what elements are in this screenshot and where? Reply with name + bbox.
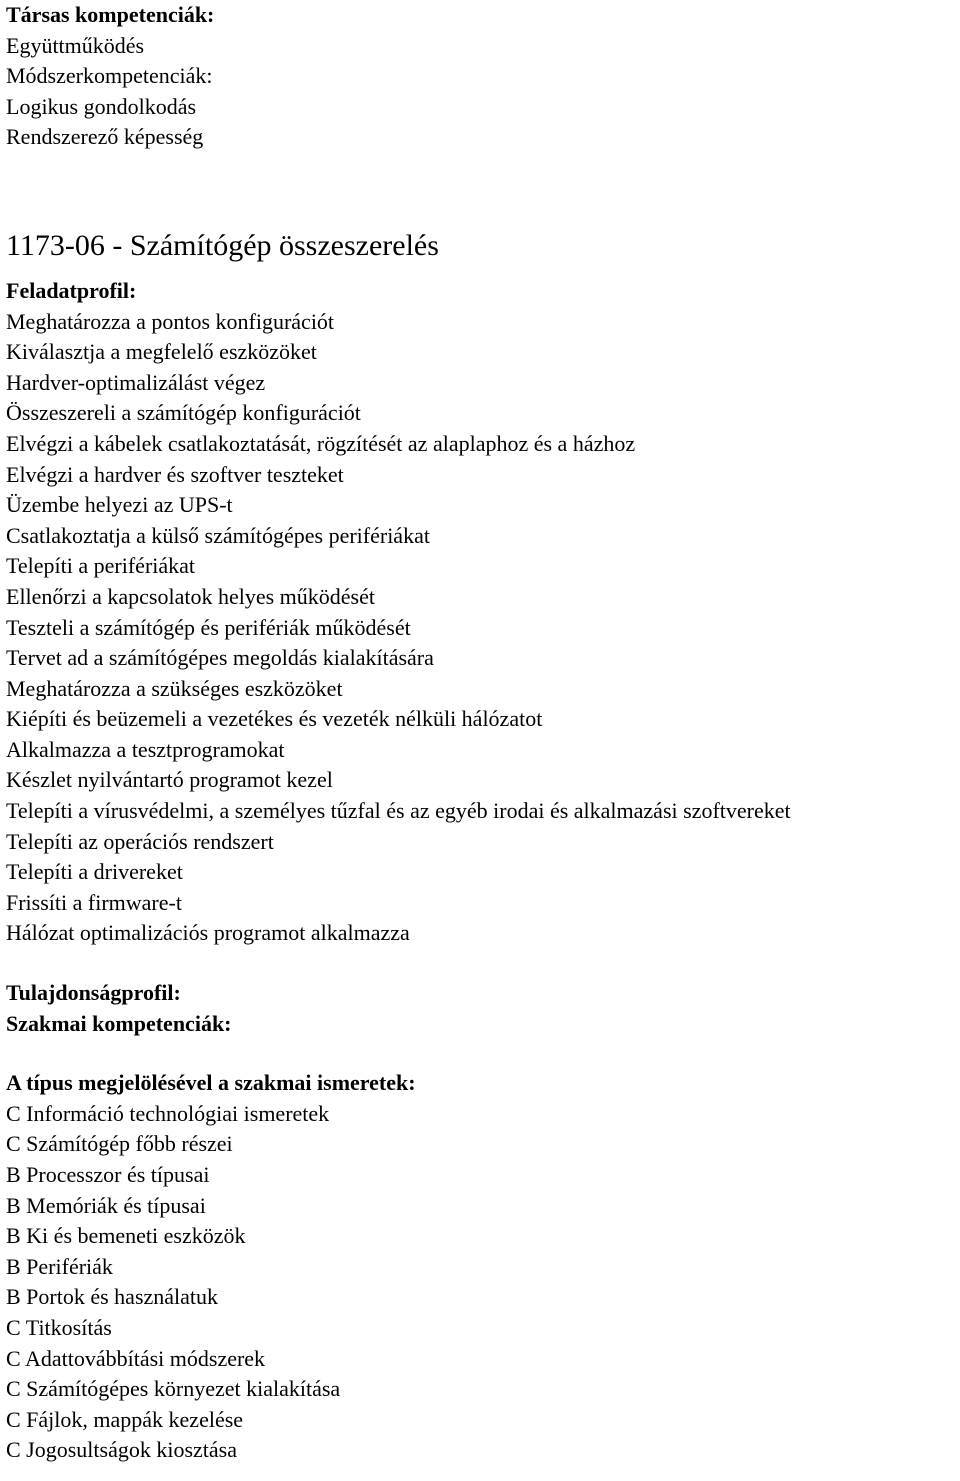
task-profile-section — [6, 276, 956, 949]
document-page — [6, 0, 956, 1466]
list-item: Kiépíti és beüzemeli a vezetékes és vezeték nélküli hálózatot — [6, 706, 543, 732]
spacer — [6, 153, 956, 226]
list-item: Rendszerező képesség — [6, 124, 204, 150]
list-item: Kiválasztja a megfelelő eszközöket — [6, 339, 317, 365]
list-item: Elvégzi a hardver és szoftver teszteket — [6, 461, 344, 487]
list-item: B Ki és bemeneti eszközök — [6, 1223, 246, 1249]
professional-competencies-heading: Szakmai kompetenciák: — [6, 1010, 232, 1036]
social-competencies-heading: Társas kompetenciák: — [6, 2, 215, 27]
method-competencies-list — [6, 92, 956, 153]
list-item: B Memóriák és típusai — [6, 1192, 206, 1218]
list-item: Üzembe helyezi az UPS-t — [6, 492, 233, 518]
list-item: Telepíti a perifériákat — [6, 553, 196, 579]
list-item: Készlet nyilvántartó programot kezel — [6, 767, 333, 793]
list-item: Együttműködés — [6, 32, 145, 58]
list-item: Hardver-optimalizálást végez — [6, 369, 266, 395]
list-item: Frissíti a firmware-t — [6, 889, 182, 915]
list-item: Telepíti a vírusvédelmi, a személyes tűzfal és az egyéb irodai és alkalmazási szoftvereket — [6, 798, 791, 824]
task-profile-heading: Feladatprofil: — [6, 277, 137, 303]
list-item: C Jogosultságok kiosztása — [6, 1437, 237, 1463]
list-item: Meghatározza a szükséges eszközöket — [6, 675, 343, 701]
list-item: Csatlakoztatja a külső számítógépes perifériákat — [6, 522, 430, 548]
list-item: Alkalmazza a tesztprogramokat — [6, 736, 285, 762]
spacer — [6, 1039, 956, 1068]
knowledge-list — [6, 1099, 956, 1466]
list-item: Elvégzi a kábelek csatlakoztatását, rögzítését az alaplaphoz és a házhoz — [6, 430, 636, 456]
list-item: C Számítógép főbb részei — [6, 1131, 233, 1157]
list-item: Ellenőrzi a kapcsolatok helyes működését — [6, 583, 375, 609]
spacer — [6, 266, 956, 276]
list-item: C Számítógépes környezet kialakítása — [6, 1376, 341, 1402]
list-item: Összeszereli a számítógép konfigurációt — [6, 400, 361, 426]
spacer — [6, 949, 956, 978]
method-competencies-heading: Módszerkompetenciák: — [6, 63, 213, 89]
list-item: Telepíti a drivereket — [6, 859, 183, 885]
list-item: Teszteli a számítógép és perifériák működését — [6, 614, 411, 640]
module-title: 1173-06 - Számítógép összeszerelés — [6, 228, 439, 262]
list-item: B Processzor és típusai — [6, 1162, 210, 1187]
list-item: Logikus gondolkodás — [6, 93, 197, 119]
list-item: B Portok és használatuk — [6, 1284, 219, 1310]
property-profile-section — [6, 978, 956, 1039]
knowledge-section — [6, 1068, 956, 1466]
list-item: Hálózat optimalizációs programot alkalmazza — [6, 920, 410, 946]
list-item: B Perifériák — [6, 1253, 113, 1279]
list-item: Tervet ad a számítógépes megoldás kialakítására — [6, 645, 434, 671]
list-item: C Információ technológiai ismeretek — [6, 1100, 330, 1126]
list-item: Telepíti az operációs rendszert — [6, 828, 274, 854]
list-item: C Titkosítás — [6, 1314, 112, 1340]
list-item: C Fájlok, mappák kezelése — [6, 1406, 244, 1432]
social-competencies-list — [6, 31, 956, 62]
task-profile-list — [6, 307, 956, 949]
knowledge-heading: A típus megjelölésével a szakmai ismeretek: — [6, 1070, 416, 1096]
list-item: Meghatározza a pontos konfigurációt — [6, 308, 335, 334]
property-profile-heading: Tulajdonságprofil: — [6, 980, 181, 1006]
social-competencies-section — [6, 0, 956, 153]
list-item: C Adattovábbítási módszerek — [6, 1345, 266, 1371]
